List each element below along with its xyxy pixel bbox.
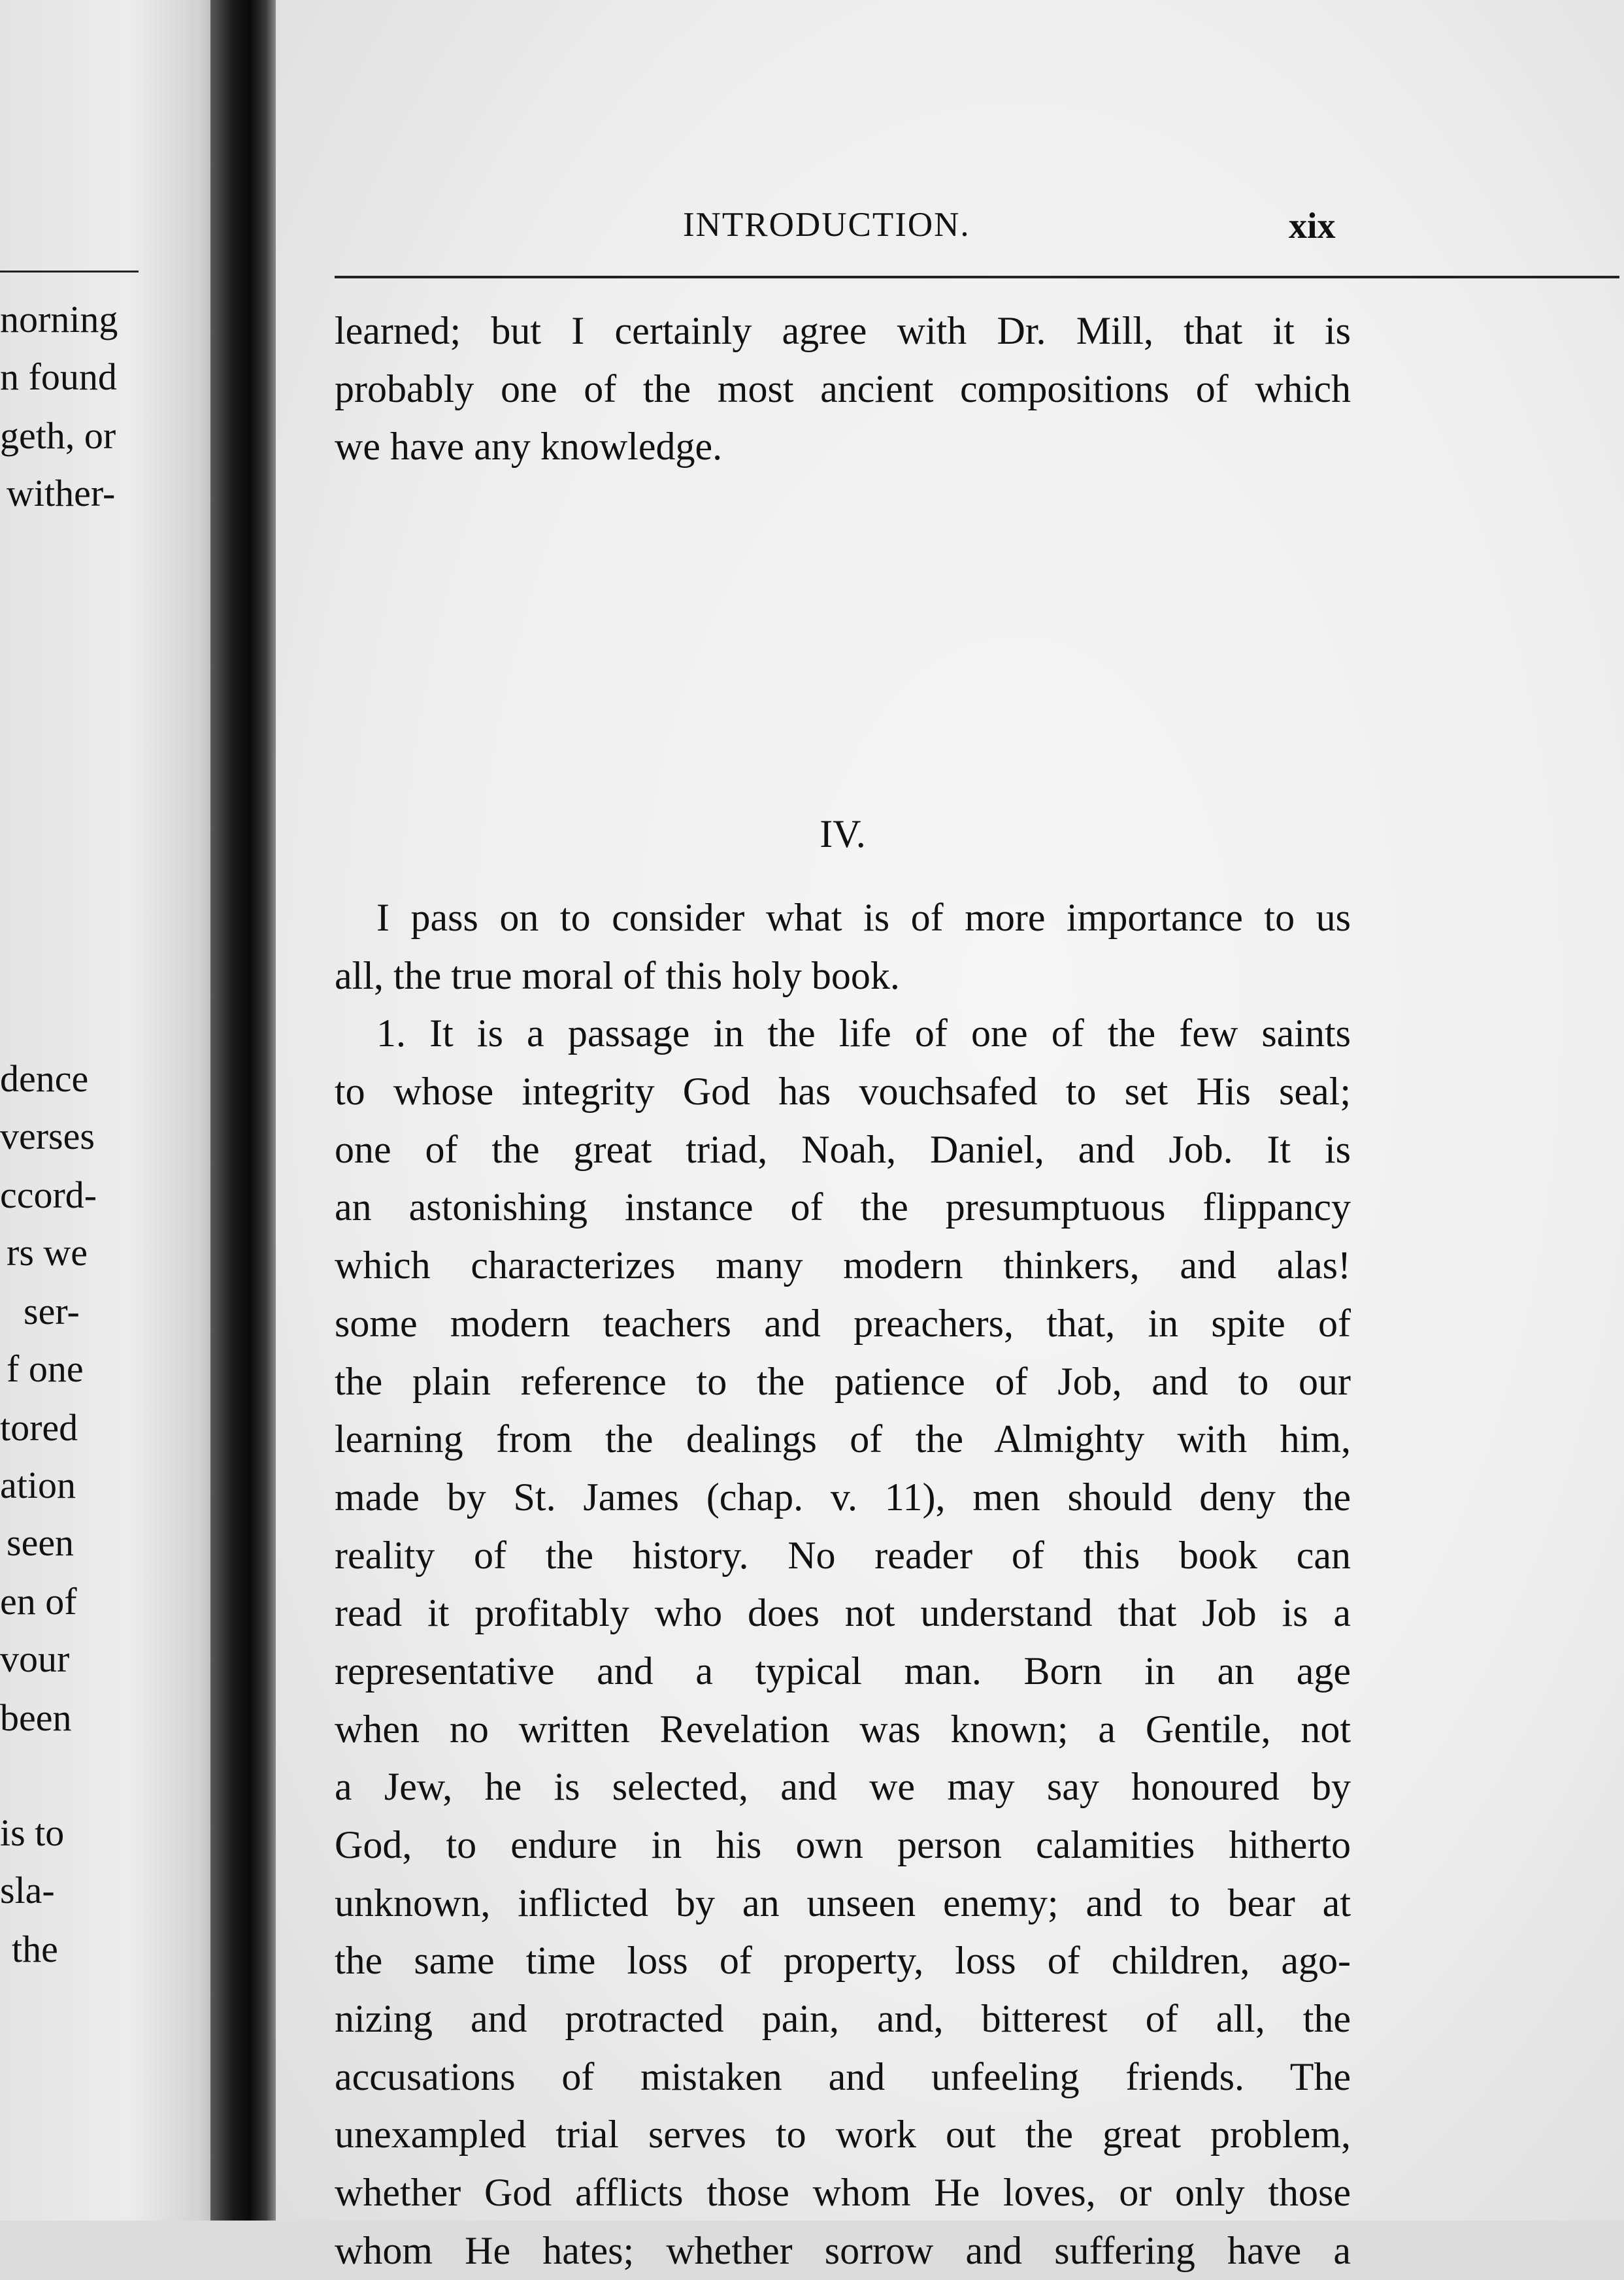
body-text <box>335 302 1351 2272</box>
book-gutter-shadow <box>210 0 276 2221</box>
facing-page-line: is to <box>0 1811 65 1854</box>
text-line: which characterizes many modern thinkers, and alas! <box>335 1244 1351 1287</box>
facing-page-line: been <box>0 1696 72 1739</box>
facing-page-line: tored <box>0 1406 78 1449</box>
facing-page-line: n found <box>0 355 117 398</box>
facing-page-line: rs we <box>7 1231 88 1274</box>
text-line: made by St. James (chap. v. 11), men should deny the <box>335 1475 1351 1519</box>
text-line: the plain reference to the patience of Job, and to our <box>335 1359 1351 1403</box>
section-heading: IV. <box>820 812 866 855</box>
facing-page-line: norning <box>0 298 118 340</box>
text-line: nizing and protracted pain, and, bitterest of all, the <box>335 1997 1351 2041</box>
text-line: God, to endure in his own person calamities hitherto <box>335 1823 1351 1866</box>
paragraph <box>335 889 1351 2280</box>
text-line: one of the great triad, Noah, Daniel, and Job. It is <box>335 1127 1351 1171</box>
text-line: all, the true moral of this holy book. <box>335 953 900 997</box>
facing-page-line: dence <box>0 1057 89 1100</box>
facing-page-rule <box>0 271 139 273</box>
facing-page-line: ser- <box>24 1290 80 1332</box>
text-line: 1. It is a passage in the life of one of the few saints <box>376 1012 1351 1055</box>
text-line: an astonishing instance of the presumptuous flippancy <box>335 1185 1351 1229</box>
facing-page-line: verses <box>0 1115 95 1157</box>
running-head-title: INTRODUCTION. <box>683 206 970 244</box>
running-head <box>276 208 1624 254</box>
text-line: when no written Revelation was known; a Gentile, not <box>335 1707 1351 1751</box>
facing-page-line: wither- <box>7 472 116 514</box>
header-rule <box>335 276 1619 278</box>
facing-page-line: en of <box>0 1580 77 1623</box>
text-line: some modern teachers and preachers, that, in spite of <box>335 1301 1351 1345</box>
facing-page-line: ccord- <box>0 1174 97 1216</box>
text-line: accusations of mistaken and unfeeling friends. The <box>335 2055 1351 2098</box>
facing-page-line: vour <box>0 1638 70 1680</box>
text-line: to whose integrity God has vouchsafed to set His seal; <box>335 1070 1351 1114</box>
text-line: unexampled trial serves to work out the great problem, <box>335 2113 1351 2156</box>
book-page <box>276 0 1624 2272</box>
text-line: read it profitably who does not understand that Job is a <box>335 1591 1351 1635</box>
text-line: whom He hates; whether sorrow and suffering have a <box>335 2228 1351 2272</box>
facing-page-line: ation <box>0 1464 76 1506</box>
text-line: learning from the dealings of the Almighty with him, <box>335 1417 1351 1461</box>
facing-page-line: the <box>12 1928 58 1970</box>
text-line: a Jew, he is selected, and we may say honoured by <box>335 1765 1351 1809</box>
text-line: representative and a typical man. Born in an age <box>335 1649 1351 1693</box>
page-number: xix <box>1289 206 1336 246</box>
facing-page-fragment <box>0 0 235 2221</box>
text-line: the same time loss of property, loss of children, ago- <box>335 1939 1351 1983</box>
facing-page-line: sla- <box>0 1869 55 1911</box>
text-line: whether God afflicts those whom He loves, or only those <box>335 2171 1351 2215</box>
text-line: learned; but I certainly agree with Dr. Mill, that it is <box>335 309 1351 352</box>
text-line: we have any knowledge. <box>335 425 723 469</box>
text-line: probably one of the most ancient compositions of which <box>335 367 1351 410</box>
facing-page-line: seen <box>7 1521 75 1564</box>
text-line: unknown, inflicted by an unseen enemy; and to bear at <box>335 1881 1351 1925</box>
text-line: I pass on to consider what is of more importance to us <box>376 896 1351 939</box>
facing-page-line: f one <box>7 1347 84 1390</box>
text-line: reality of the history. No reader of this book can <box>335 1533 1351 1577</box>
paragraph <box>335 302 1351 476</box>
facing-page-line: geth, or <box>0 414 116 457</box>
